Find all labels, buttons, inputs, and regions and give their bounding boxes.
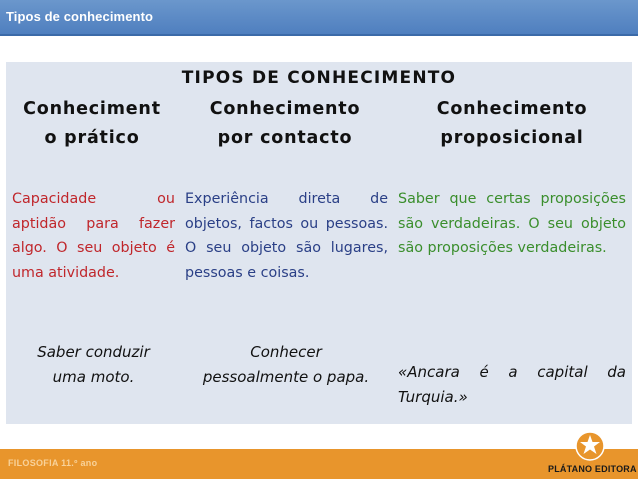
column-header-line: Conhecimento: [209, 99, 361, 119]
example-line: Conhecer: [250, 343, 322, 361]
column-header-line: proposicional: [440, 128, 584, 148]
example-propositional: «Ancara é a capital da Turquia.»: [398, 363, 626, 406]
column-header-propositional: [396, 95, 628, 161]
example-line: uma moto.: [52, 367, 135, 386]
description-propositional: Saber que certas proposições são verdadeiras. O seu objeto são proposições verdadeiras.: [398, 191, 626, 257]
title-bar: [0, 0, 638, 36]
publisher-name: PLÁTANO EDITORA: [548, 464, 637, 474]
example-line: pessoalmente o papa.: [202, 367, 370, 386]
column-header-line: Conheciment: [23, 99, 161, 119]
publisher-logo-icon: [575, 431, 605, 461]
example-practical: [12, 340, 175, 389]
column-header-line: Conhecimento: [436, 99, 588, 119]
column-header-line: o prático: [44, 128, 140, 148]
example-contact: [184, 340, 388, 389]
column-header-line: por contacto: [217, 128, 353, 148]
description-practical: Capacidade ou aptidão para fazer algo. O seu objeto é uma atividade.: [12, 191, 175, 281]
page-title: Tipos de conhecimento: [6, 9, 154, 24]
column-header-contact: [181, 95, 389, 161]
example-line: Saber conduzir: [37, 343, 150, 361]
footer-subject: FILOSOFIA 11.º ano: [8, 458, 98, 468]
slide-heading: TIPOS DE CONHECIMENTO: [181, 68, 457, 88]
description-contact: Experiência direta de objetos, factos ou pessoas. O seu objeto são lugares, pessoas e coisas.: [185, 191, 388, 281]
column-header-practical: [8, 95, 176, 161]
